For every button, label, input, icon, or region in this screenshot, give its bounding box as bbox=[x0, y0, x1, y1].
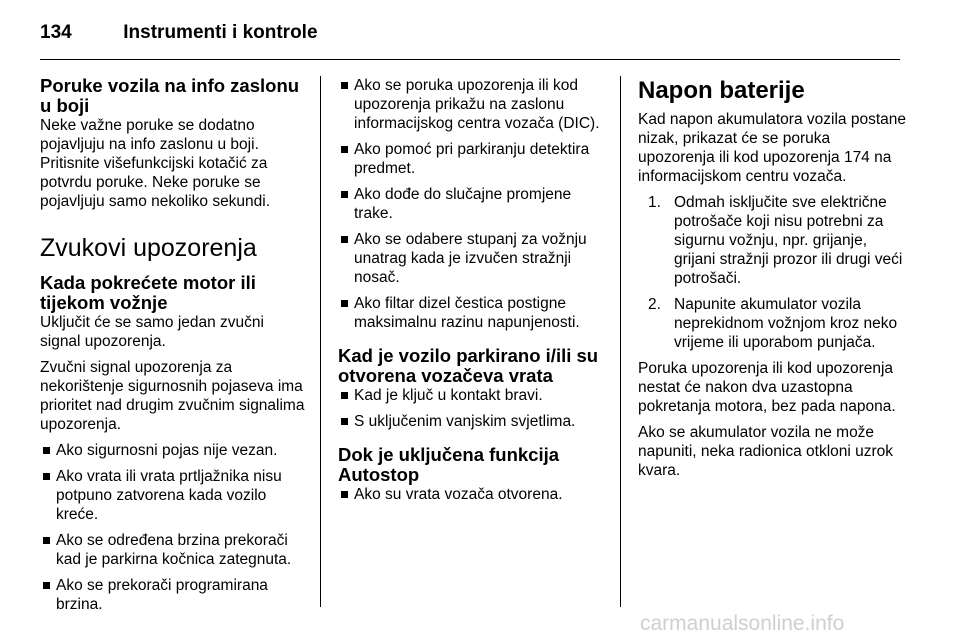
column-2 bbox=[338, 76, 610, 511]
list-item bbox=[338, 294, 610, 332]
paragraph-low-voltage: Kad napon akumulatora vozila postane nizak, prikazat će se poruka upozorenja ili kod upozorenja 174 na informacijskom centru vozača. bbox=[638, 111, 906, 185]
list-item bbox=[40, 467, 308, 524]
list-item-text: Ako sigurnosni pojas nije vezan. bbox=[56, 442, 278, 459]
list-item-text: Ako su vrata vozača otvorena. bbox=[354, 486, 563, 503]
list-item bbox=[338, 140, 610, 178]
step-text: Napunite akumulator vozila neprekidnom vožnjom kroz neko vrijeme ili uporabom punjača. bbox=[674, 296, 898, 351]
list-item bbox=[40, 441, 308, 460]
heading-parked: Kad je vozilo parkirano i/ili su otvorena vozačeva vrata bbox=[338, 345, 599, 386]
bullet-square-icon bbox=[341, 191, 348, 198]
heading-info-display: Poruke vozila na info zaslonu u boji bbox=[40, 75, 300, 116]
list-item-text: Ako filtar dizel čestica postigne maksimalnu razinu napunjenosti. bbox=[354, 295, 580, 331]
header-rule bbox=[40, 59, 900, 60]
heading-autostop: Dok je uključena funkcija Autostop bbox=[338, 444, 560, 485]
step-text: Odmah isključite sve električne potrošače koji nisu potrebni za sigurnu vožnju, npr. grijanje, grijani stražnji prozor ili drugi veći potrošači. bbox=[674, 194, 903, 287]
list-item-text: Kad je ključ u kontakt bravi. bbox=[354, 387, 543, 404]
page-number: 134 bbox=[40, 22, 72, 43]
step-number: 1. bbox=[648, 194, 661, 211]
list-item-text: Ako pomoć pri parkiranju detektira predmet. bbox=[354, 141, 590, 177]
list-item bbox=[40, 576, 308, 614]
bullet-square-icon bbox=[341, 418, 348, 425]
list-item-text: Ako se poruka upozorenja ili kod upozorenja prikažu na zaslonu informacijskog centra vozača (DIC). bbox=[354, 77, 600, 132]
bullet-square-icon bbox=[43, 537, 50, 544]
heading-battery-voltage: Napon baterije bbox=[638, 77, 805, 104]
column-1 bbox=[40, 76, 308, 621]
list-item bbox=[638, 193, 908, 288]
bullet-square-icon bbox=[43, 582, 50, 589]
bullet-square-icon bbox=[341, 146, 348, 153]
bullet-square-icon bbox=[341, 491, 348, 498]
column-divider-2 bbox=[620, 76, 621, 607]
bullet-square-icon bbox=[341, 82, 348, 89]
heading-warning-chimes: Zvukovi upozorenja bbox=[40, 234, 257, 262]
list-item-text: Ako se odabere stupanj za vožnju unatrag kada je izvučen stražnji nosač. bbox=[354, 231, 587, 286]
list-item-text: Ako dođe do slučajne promjene trake. bbox=[354, 186, 572, 222]
list-item bbox=[638, 295, 908, 352]
bullet-square-icon bbox=[341, 392, 348, 399]
bullet-square-icon bbox=[341, 300, 348, 307]
paragraph-message-disappears: Poruka upozorenja ili kod upozorenja nestat će nakon dva uzastopna pokretanja motora, bez pada napona. bbox=[638, 360, 896, 415]
list-item bbox=[40, 531, 308, 569]
paragraph-info-display: Neke važne poruke se dodatno pojavljuju na info zaslonu u boji. Pritisnite višefunkcijski kotačić za potvrdu poruke. Neke poruke se pojavljuju samo nekoliko sekundi. bbox=[40, 117, 271, 210]
list-item bbox=[338, 386, 610, 405]
bullet-square-icon bbox=[43, 473, 50, 480]
list-item bbox=[338, 230, 610, 287]
step-number: 2. bbox=[648, 296, 661, 313]
paragraph-workshop: Ako se akumulator vozila ne može napuniti, neka radionica otkloni uzrok kvara. bbox=[638, 424, 894, 479]
list-item bbox=[338, 412, 610, 431]
bullet-square-icon bbox=[43, 447, 50, 454]
column-divider-1 bbox=[320, 76, 321, 607]
list-item-text: Ako se prekorači programirana brzina. bbox=[56, 577, 268, 613]
list-item bbox=[338, 185, 610, 223]
list-item bbox=[338, 485, 610, 504]
list-item-text: Ako vrata ili vrata prtljažnika nisu potpuno zatvorena kada vozilo kreće. bbox=[56, 468, 282, 523]
chapter-title: Instrumenti i kontrole bbox=[123, 22, 318, 43]
page-header bbox=[40, 22, 318, 44]
watermark: carmanualsonline.info bbox=[640, 612, 845, 635]
heading-engine-start: Kada pokrećete motor ili tijekom vožnje bbox=[40, 272, 256, 313]
list-item bbox=[338, 76, 610, 133]
paragraph-seatbelt-priority: Zvučni signal upozorenja za nekorištenje sigurnosnih pojaseva ima prioritet nad drugim zvučnim signalima upozorenja. bbox=[40, 359, 305, 433]
bullet-square-icon bbox=[341, 236, 348, 243]
column-3 bbox=[638, 76, 908, 487]
list-item-text: Ako se određena brzina prekorači kad je parkirna kočnica zategnuta. bbox=[56, 532, 292, 568]
paragraph-single-chime: Uključit će se samo jedan zvučni signal upozorenja. bbox=[40, 314, 264, 350]
list-item-text: S uključenim vanjskim svjetlima. bbox=[354, 413, 576, 430]
